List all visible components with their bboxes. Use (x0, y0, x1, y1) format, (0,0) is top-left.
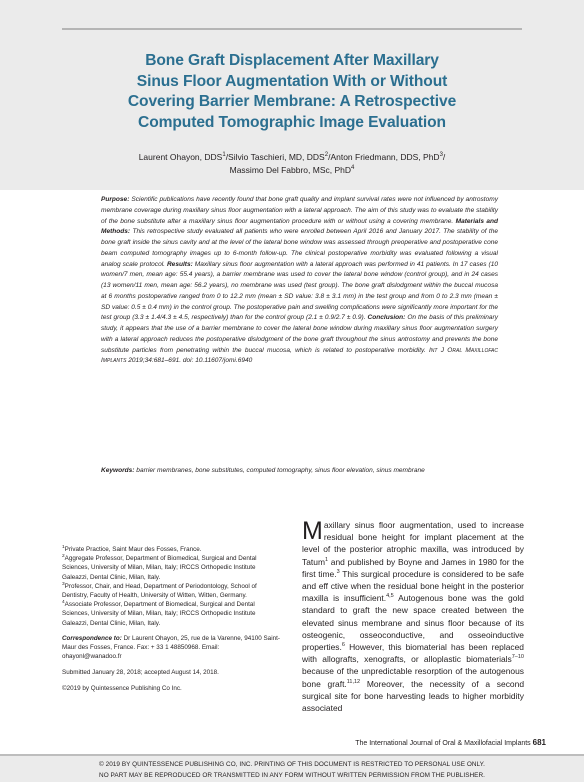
citation-details: 2019;34:681–691. doi: 10.11607/jomi.6940 (126, 357, 253, 365)
abstract-results-label: Results: (166, 260, 193, 268)
author-name: Laurent Ohayon, DDS (138, 152, 223, 162)
author-notes (62, 545, 280, 693)
correspondence-label: Correspondence to: (62, 634, 122, 642)
affiliation: $^3$Professor, Chair, and Head, Department of Periodontology, School of Dentistry, Faculty of Health, University of Witten, Witten, Germany. (62, 581, 257, 600)
abstract-purpose-label: Purpose: (101, 196, 130, 203)
notice-line: NO PART MAY BE REPRODUCED OR TRANSMITTED IN ANY FORM WITHOUT WRITTEN PERMISSION FROM THE PUBLISHER. (99, 772, 485, 779)
copyright-note: ©2019 by Quintessence Publishing Co Inc. (62, 684, 182, 692)
affiliation: $^1$Private Practice, Saint Maur des Fosses, France. (62, 544, 202, 553)
article-title (62, 51, 522, 133)
abstract (101, 195, 498, 367)
notice-line: © 2019 BY QUINTESSENCE PUBLISHING CO, INC. PRINTING OF THIS DOCUMENT IS RESTRICTED TO PERSONAL USE ONLY. (99, 761, 485, 768)
keywords-text: barrier membranes, bone substitutes, computed tomography, sinus floor elevation, sinus membrane (134, 467, 425, 474)
author-name: Massimo Del Fabbro, MSc, PhD (229, 164, 352, 175)
running-footer (62, 738, 546, 749)
journal-name: The International Journal of Oral & Maxillofacial Implants (355, 740, 531, 747)
body-text: Maxillary sinus floor augmentation, used to increase residual bone height for implant placement at the level of the posterior atrophic maxilla, was introduced by Tatum$^1$ and published by Boyne and James in 1980 for the first time.$^3$ This surgical procedure is considered to be safe and eff ctive when the residual bone height in the posterior maxilla is insufficient.$^{4,5}$ Autogenous bone was the gold standard to graft the new space created between the elevated sinus membrane and sinus floor because of its osteogenic, osseoconductive, and osseoinductive properties.$^6$ However, this biomaterial has been replaced with allografts, xenografts, or alloplastic biomaterials$^{7-10}$ because of the unpredictable resorption of the autogenous bone graft.$^{11,12}$ Moreover, the necessity of a second surgical site for bone harvesting leads to higher morbidity associated (302, 517, 525, 714)
abstract-results-text: Maxillary sinus floor augmentation with a lateral approach was performed in 41 patients. In 17 cases (10 women/7 men, mean age: 55.4 years), a barrier membrane was used to cover the lateral bone window (control group), and in 24 cases (13 women/11 men, mean age: 56.2 years), no membrane was used (test group). The bone graft dislodgment within the buccal mucosa at 6 months postoperative ranged from 0 to 12.2 mm (mean ± SD value: 3.8 ± 3.1 mm) in the test group and from 0 to 2.3 mm (mean ± SD value: 0.5 ± 0.4 mm) in the control group. The postoperative pain and swelling complications were significantly more important for the test group (3.3 ± 1.4/4.3 ± 4.5, respectively) than for the control group (2.1 ± 0.9/2.7 ± 0.9). (101, 260, 498, 322)
author-list: Laurent Ohayon, DDS$^1$/Silvio Taschieri, MD, DDS$^2$/Anton Friedmann, DDS, PhD$^3$/ Massimo Del Fabbro, MSc, PhD$^4$ (138, 152, 446, 175)
affiliation: $^2$Aggregate Professor, Department of Biomedical, Surgical and Dental Sciences, University of Milan, Milan, Italy; IRCCS Orthopedic Institute Galeazzi, Dental Clinic, Milan, Italy. (62, 554, 257, 581)
submission-dates: Submitted January 28, 2018; accepted August 14, 2018. (62, 669, 219, 677)
keywords-label: Keywords: (101, 467, 135, 474)
copyright-notice (62, 759, 522, 781)
author-name: /Silvio Taschieri, MD, DDS (225, 152, 325, 162)
author-name: /Anton Friedmann, DDS, PhD (328, 152, 440, 162)
title-line: Sinus Floor Augmentation With or Without (136, 72, 448, 90)
citation-journal: Int J Oral Maxillofac Implants (101, 346, 498, 365)
top-rule (62, 28, 522, 30)
abstract-methods-text: This retrospective study evaluated all patients who were enrolled between April 2016 and January 2017. The stability of the bone graft inside the sinus cavity and at the level of the lateral bone window was assessed through preoperative and postoperative cone beam computed tomography images up to 6-month follow-up. The clinical postoperative morbidity was evaluated following a visual analog scale protocol. (101, 228, 498, 268)
correspondence (62, 634, 280, 662)
correspondence-text: Dr Laurent Ohayon, 25, rue de la Varenne, 94100 Saint-Maur des Fosses, France. Fax: + 33 1 48850968. Email: ohayonl@wanadoo.fr (62, 634, 280, 661)
drop-cap: M (302, 517, 323, 545)
title-line: Bone Graft Displacement After Maxillary (145, 52, 439, 69)
abstract-purpose-text: Scientific publications have recently found that bone graft quality and implant survival rates were not influenced by antrostomy membrane coverage during maxillary sinus floor augmentation with a lateral approach. The aim of this study was to evaluate the stability of the bone substitute after a maxillary sinus floor augmentation procedure with or without using a covering membrane. (101, 196, 498, 225)
footer-rule (0, 754, 584, 756)
abstract-conclusion-text: On the basis of this preliminary study, it appears that the use of a barrier membrane to cover the lateral bone window during maxillary sinus floor augmentation surgery with a lateral approach reduces the postoperative dislodgment of the bone graft throughout the sinus antrostomy and prevents the bone substitute particles from penetrating within the buccal mucosa, which is related to postoperative morbidity. (101, 314, 498, 354)
affiliation: $^4$Associate Professor, Department of Biomedical, Surgical and Dental Sciences, University of Milan, Milan, Italy; IRCCS Orthopedic Institute Galeazzi, Dental Clinic, Milan, Italy. (62, 600, 256, 627)
title-line: Computed Tomographic Image Evaluation (138, 113, 446, 131)
title-line: Covering Barrier Membrane: A Retrospective (127, 93, 457, 110)
keywords (101, 466, 498, 477)
page-number: 681 (532, 738, 546, 747)
abstract-methods-label: Materials and Methods: (101, 217, 498, 236)
abstract-conclusion-label: Conclusion: (367, 314, 406, 322)
